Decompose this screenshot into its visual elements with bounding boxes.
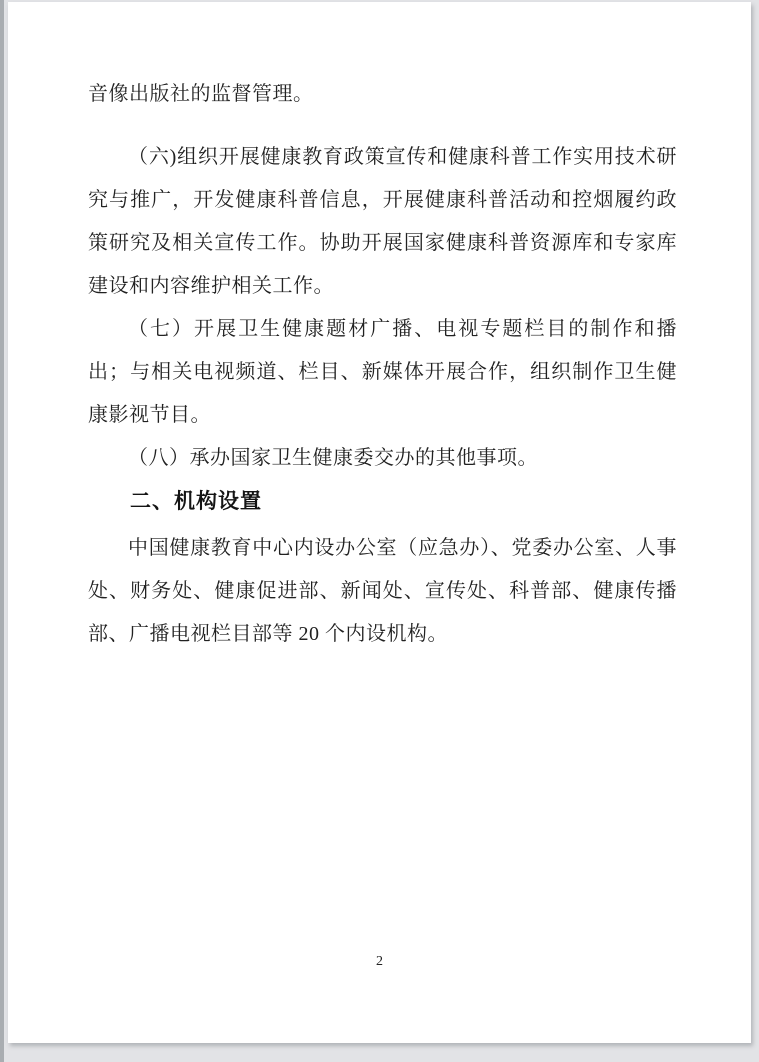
section-heading: 二、机构设置 xyxy=(130,490,262,513)
continuation-paragraph: 音像出版社的监督管理。 xyxy=(88,83,314,105)
paragraph-item-7: （七）开展卫生健康题材广播、电视专题栏目的制作和播出；与相关电视频道、栏目、新媒体开展合作，组织制作卫生健康影视节目。 xyxy=(88,318,677,426)
page-content xyxy=(88,73,677,656)
paragraph-item-6: （六)组织开展健康教育政策宣传和健康科普工作实用技术研究与推广，开发健康科普信息，开展健康科普活动和控烟履约政策研究及相关宣传工作。协助开展国家健康科普资源库和专家库建设和内容维护相关工作。 xyxy=(88,146,677,297)
page-number: 2 xyxy=(376,954,383,969)
screen-edge xyxy=(0,0,4,1062)
section-paragraph: 中国健康教育中心内设办公室（应急办）、党委办公室、人事处、财务处、健康促进部、新闻处、宣传处、科普部、健康传播部、广播电视栏目部等 20 个内设机构。 xyxy=(88,537,677,645)
document-page xyxy=(8,2,751,1043)
paragraph-item-8: （八）承办国家卫生健康委交办的其他事项。 xyxy=(128,447,538,469)
